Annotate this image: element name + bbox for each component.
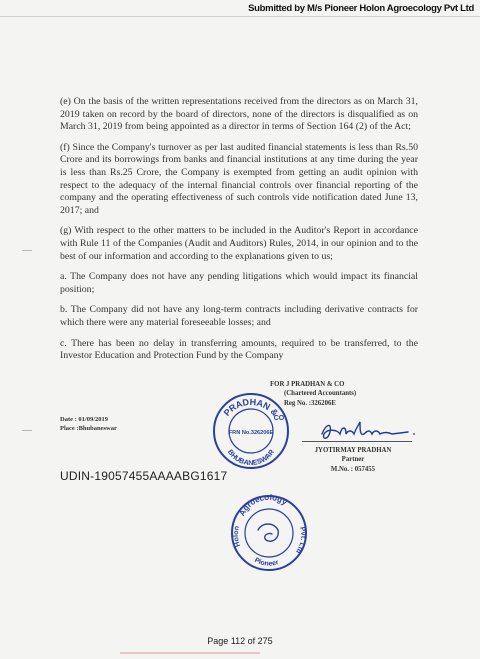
ca-stamp-right-text: CO: [273, 415, 285, 422]
scan-edge-mark: [22, 430, 32, 431]
scan-edge-mark: [22, 250, 32, 251]
firm-reg-no: Reg No. :326206E: [284, 399, 336, 407]
firm-name: FOR J PRADHAN & CO: [270, 381, 345, 388]
svg-text:Pvt. Ltd: [294, 526, 306, 554]
report-date: Date : 01/09/2019: [60, 416, 109, 423]
header-rule: [0, 16, 480, 17]
udin-number: UDIN-19057455AAAABG1617: [60, 469, 228, 483]
firm-block: [270, 380, 440, 408]
company-stamp: [228, 492, 310, 574]
scan-bottom-mark: [120, 652, 260, 654]
svg-text:Pioneer: [253, 557, 280, 568]
ca-stamp-top-text: PRADHAN &: [221, 396, 281, 418]
paragraph-e: (e) On the basis of the written representations received from the directors as on March 31, 2019 taken on record by the board of directors, none of the directors is disqualified as on March 31, 2019 from being appointed as a director in terms of Section 164 (2) of the Act;: [60, 96, 418, 133]
ca-stamp-frn: FRN No.326206E: [228, 430, 274, 436]
company-stamp-right-text: Pvt. Ltd: [294, 526, 307, 555]
partner-role: Partner: [341, 456, 365, 464]
submitted-by-header: Submitted by M/s Pioneer Holon Agroecology Pvt Ltd: [248, 3, 474, 14]
partner-membership-no: M.No. : 057455: [330, 465, 376, 473]
partner-name: JYOTIRMAY PRADHAN: [314, 447, 392, 454]
date-place-block: [60, 415, 117, 433]
paragraph-c: c. There has been no delay in transferring amounts, required to be transferred, to the Investor Education and Protection Fund by the Company: [60, 337, 418, 362]
firm-type: (Chartered Accountants): [284, 390, 357, 398]
signature-line: [302, 441, 412, 442]
partner-block: [298, 446, 408, 474]
company-stamp-top-text: Agroecology: [237, 492, 289, 518]
paragraph-b: b. The Company did not have any long-term contracts including derivative contracts for which there were any material foreseeable losses; and: [60, 304, 418, 328]
paragraph-f: (f) Since the Company's turnover as per last audited financial statements is less than Rs.50 Crore and its borrowings from banks and financial institutions at any time during the year is less than Rs.25 Crore, the Company is exempted from getting an audit opinion with respect to the adequacy of the internal financial controls over financial reporting of the company and the operating effectiveness of such controls vide notification dated June 13, 2017; and: [60, 141, 418, 216]
report-body: [60, 96, 418, 371]
paragraph-g: (g) With respect to the other matters to be included in the Auditor's Report in accordance with Rule 11 of the Companies (Audit and Auditors) Rules, 2014, in our opinion and to the best of our information and according to the explanations given to us;: [60, 225, 418, 262]
report-place: Place :Bhubaneswar: [60, 425, 117, 432]
company-stamp-bottom-text: Pioneer: [253, 556, 280, 568]
svg-text:Agroecology: [237, 493, 289, 518]
paragraph-a: a. The Company does not have any pending litigations which would impact its financial position;: [60, 271, 418, 295]
ca-stamp-bottom-text: BHUBANESWAR: [225, 448, 277, 468]
ca-firm-stamp: [210, 390, 292, 472]
company-stamp-left-text: Holon: [232, 525, 243, 548]
company-stamp-signature-icon: [258, 524, 278, 541]
page-number: Page 112 of 275: [207, 636, 273, 646]
